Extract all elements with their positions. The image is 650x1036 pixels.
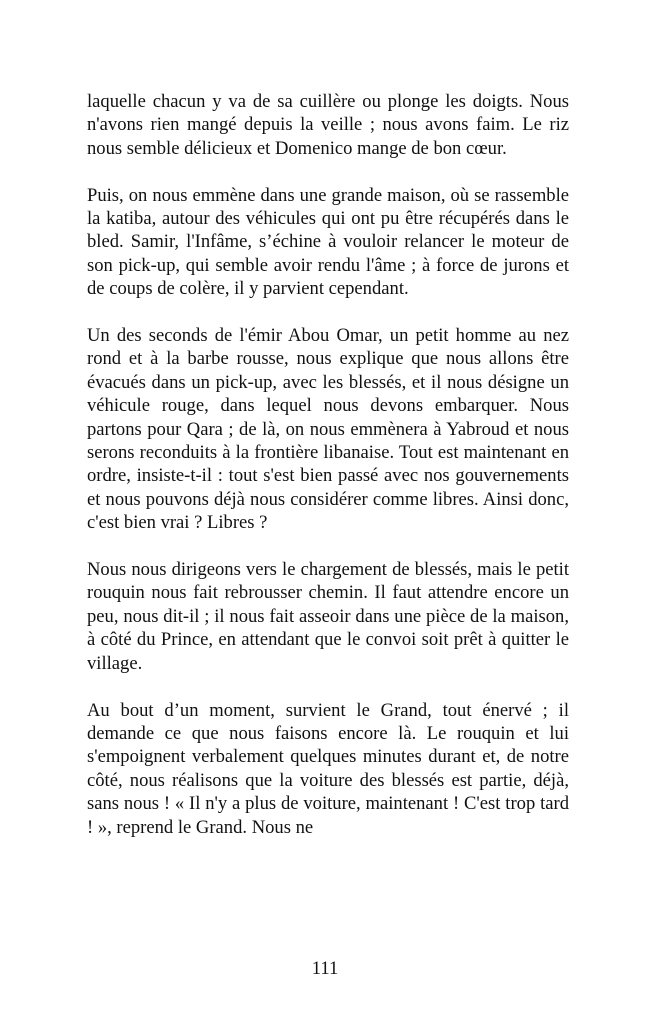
paragraph-3: Un des seconds de l'émir Abou Omar, un petit homme au nez rond et à la barbe rousse, nous explique que nous allons être évacués dans un pick-up, avec les blessés, et il nous désigne un véhicule rouge, dans lequel nous devons embarquer. Nous partons pour Qara ; de là, on nous emmènera à Yabroud et nous serons reconduits à la frontière libanaise. Tout est maintenant en ordre, insiste-t-il : tout s'est bien passé avec nos gouvernements et nous pouvons déjà nous considérer comme libres. Ainsi donc, c'est bien vrai ? Libres ?	[87, 325, 569, 534]
paragraph-4: Nous nous dirigeons vers le chargement de blessés, mais le petit rouquin nous fait rebrousser chemin. Il faut attendre encore un peu, nous dit-il ; il nous fait asseoir dans une pièce de la maison, à côté du Prince, en attendant que le convoi soit prêt à quitter le village.	[87, 559, 569, 674]
paragraph-5: Au bout d’un moment, survient le Grand, tout énervé ; il demande ce que nous faisons encore là. Le rouquin et lui s'empoignent verbalement quelques minutes durant et, de notre côté, nous réalisons que la voiture des blessés est partie, déjà, sans nous ! « Il n'y a plus de voiture, maintenant ! C'est trop tard ! », reprend le Grand. Nous ne	[87, 699, 569, 838]
page-number: 111	[311, 958, 339, 979]
page-body	[87, 90, 569, 839]
paragraph-2: Puis, on nous emmène dans une grande maison, où se rassemble la katiba, autour des véhicules qui ont pu être récupérés dans le bled. Samir, l'Infâme, s’échine à vouloir relancer le moteur de son pick-up, qui semble avoir rendu l'âme ; à force de jurons et de coups de colère, il y parvient cependant.	[87, 184, 569, 300]
paragraph-1: laquelle chacun y va de sa cuillère ou plonge les doigts. Nous n'avons rien mangé depuis la veille ; nous avons faim. Le riz nous semble délicieux et Domenico mange de bon cœur.	[87, 91, 569, 159]
